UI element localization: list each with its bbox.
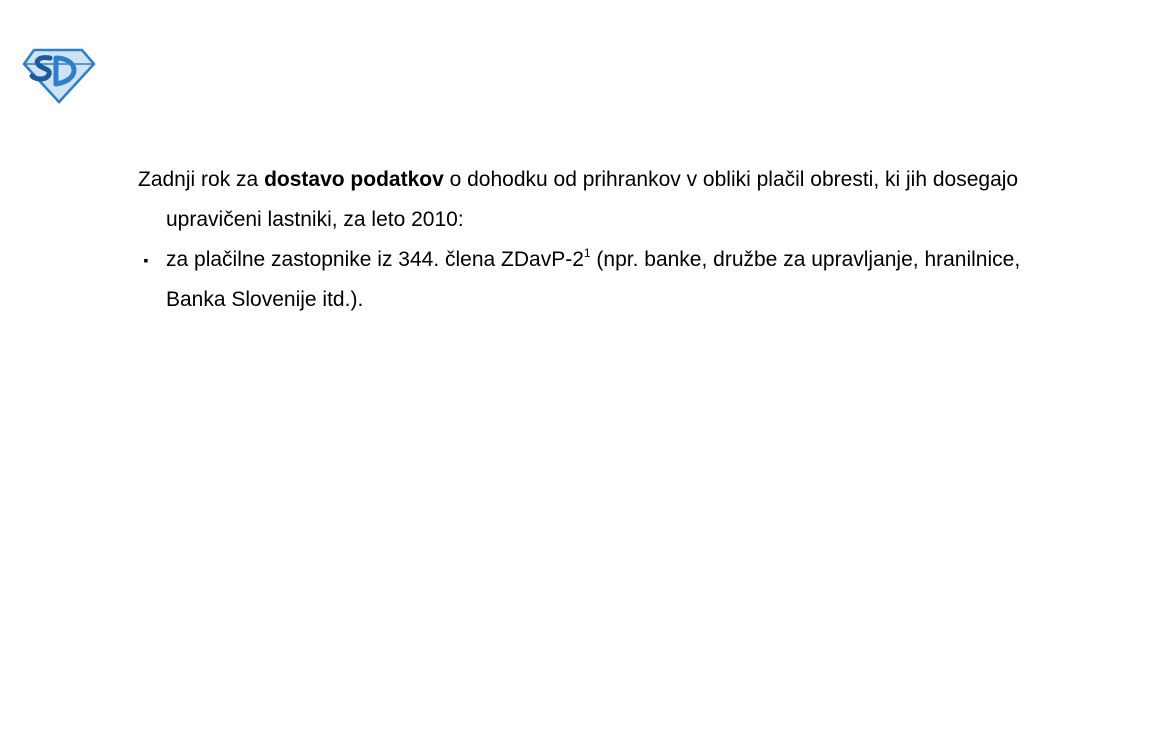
paragraph-text-end: o dohodku od prihrankov v obliki plačil obresti, ki jih dosegajo upravičeni lastniki, za leto 2010: [166,168,1019,231]
deadline-paragraph [138,160,1038,240]
paragraph-text-start: Zadnji rok za [138,168,265,191]
document-body [138,160,1038,320]
sd-shield-icon [22,46,96,104]
footnote-reference: 1 [583,246,591,260]
bullet-list-item [138,240,1038,320]
bullet-text-end: (npr. banke, družbe za upravljanje, hranilnice, Banka Slovenije itd.). [166,248,1021,311]
sd-logo [22,46,96,104]
bullet-text-start: za plačilne zastopnike iz 344. člena ZDavP-2 [166,248,584,271]
bullet-marker-icon: ▪ [143,252,149,268]
paragraph-bold-text: dostavo podatkov [264,168,444,191]
